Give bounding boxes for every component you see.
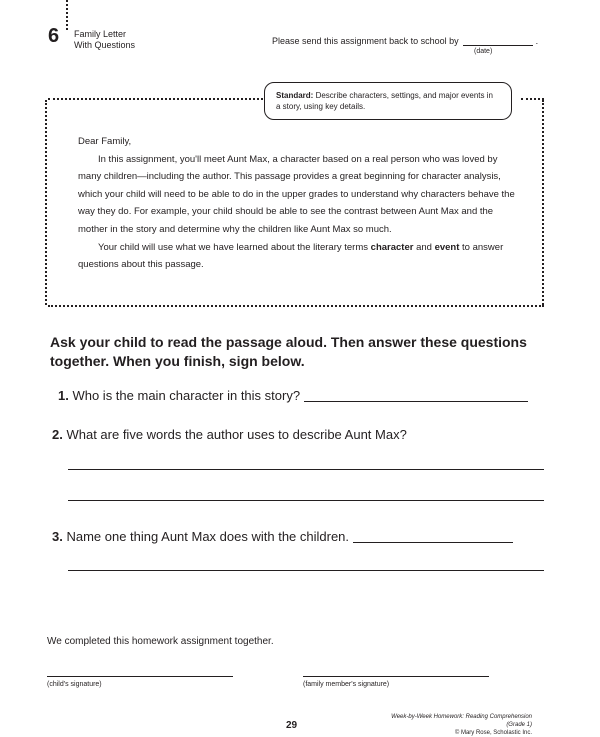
send-back-notice (272, 36, 538, 46)
letter-frame-top-right (521, 98, 544, 100)
instructions: Ask your child to read the passage aloud. Then answer these questions together. When you finish, sign below. (50, 334, 527, 369)
letter-frame-top-left (48, 98, 263, 100)
letter-paragraph-2 (78, 239, 523, 274)
date-blank[interactable] (463, 45, 533, 46)
credit-line-1: Week-by-Week Homework: Reading Comprehension (Grade 1) (391, 714, 532, 728)
lesson-title-line2: With Questions (74, 40, 136, 50)
credit-line-2: © Mary Rose, Scholastic Inc. (454, 730, 532, 736)
question-2 (52, 427, 407, 442)
question-3 (52, 529, 513, 544)
standard-text-line1: Describe characters, settings, and major events in (313, 91, 493, 100)
standard-text-line2: a story, using key details. (276, 102, 366, 111)
question-3-answer-line-2[interactable] (68, 570, 544, 571)
question-3-text: Name one thing Aunt Max does with the children. (66, 529, 350, 544)
header-dotted-rule (66, 0, 68, 30)
letter-paragraph-2-start: Your child will use what we have learned about the literary terms (98, 241, 371, 253)
standard-box (264, 82, 512, 120)
letter-frame-bottom (48, 305, 544, 307)
page-number: 29 (286, 720, 298, 731)
completed-statement: We completed this homework assignment together. (47, 636, 274, 647)
letter-paragraph-2-end: to answer questions about this passage. (78, 241, 504, 271)
question-2-number: 2. (52, 427, 63, 442)
standard-line1 (276, 90, 511, 101)
credit (380, 713, 532, 737)
date-caption: (date) (474, 48, 493, 55)
term-event: event (434, 241, 460, 253)
question-1-answer-line[interactable] (304, 401, 528, 402)
standard-label: Standard: (276, 91, 314, 100)
lesson-number: 6 (48, 25, 60, 47)
child-signature-caption: (child's signature) (47, 681, 102, 688)
question-2-answer-line-1[interactable] (68, 469, 544, 470)
family-signature-line[interactable] (303, 676, 489, 677)
question-3-answer-line[interactable] (353, 542, 513, 543)
family-letter (78, 133, 523, 274)
question-3-number: 3. (52, 529, 63, 544)
child-signature-line[interactable] (47, 676, 233, 677)
question-2-answer-line-2[interactable] (68, 500, 544, 501)
question-1-number: 1. (58, 388, 69, 403)
lesson-title-line1: Family Letter (74, 29, 127, 39)
family-signature-caption: (family member's signature) (303, 681, 390, 688)
question-1-text: Who is the main character in this story? (72, 388, 301, 403)
letter-paragraph-1: In this assignment, you'll meet Aunt Max, a character based on a real person who was loved by many children—including the author. This passage provides a great beginning for character analysis, which your child will need to be able to do in the upper grades to understand why characters behave the way they do. For example, your child should be able to see the contrast between Aunt Max and the mother in the story and determine why the children like Aunt Max so much. (78, 153, 515, 235)
question-1 (58, 388, 528, 403)
lesson-title (74, 29, 135, 51)
letter-paragraph-2-and: and (413, 241, 435, 253)
letter-frame-left (45, 100, 47, 305)
term-character: character (370, 241, 414, 253)
send-back-period: . (535, 36, 539, 46)
send-back-text: Please send this assignment back to school by (272, 36, 459, 46)
letter-greeting: Dear Family, (78, 136, 132, 147)
letter-frame-right (542, 100, 544, 305)
question-2-text: What are five words the author uses to describe Aunt Max? (66, 427, 407, 442)
